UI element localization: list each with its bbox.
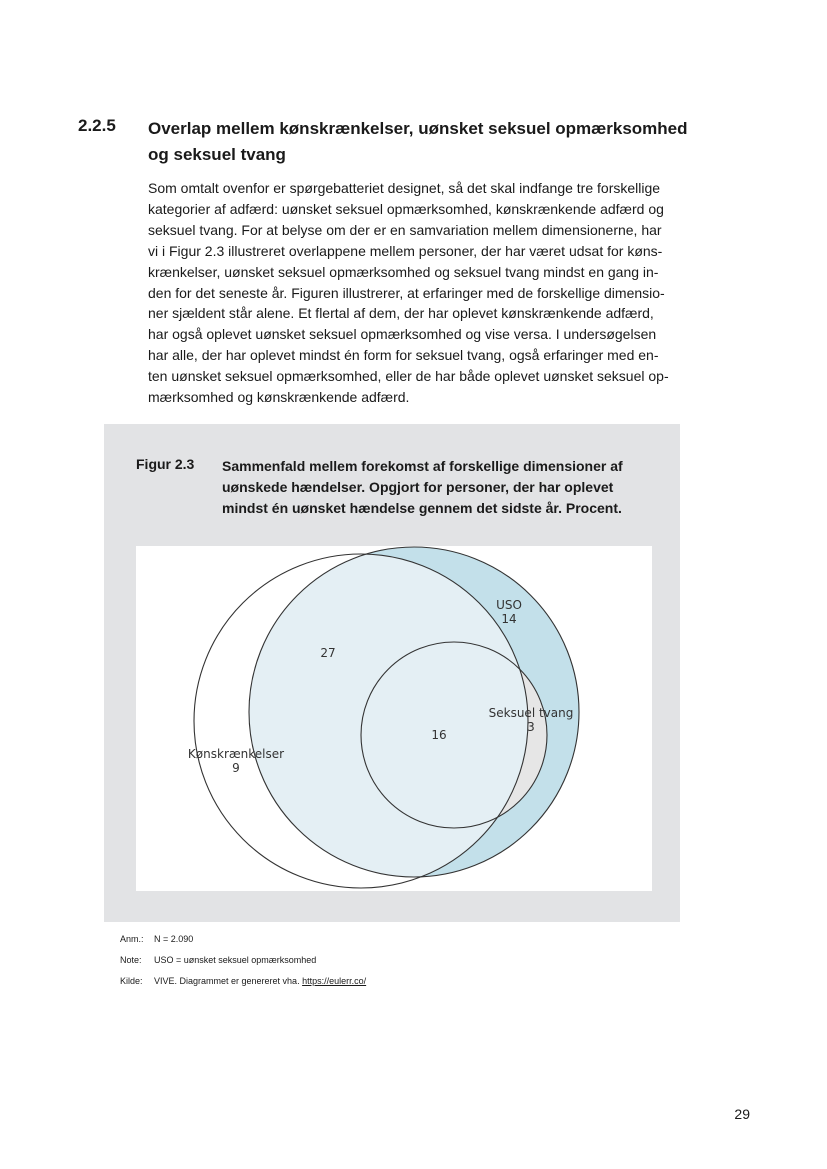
page-number: 29 [734,1106,750,1122]
body-line: Som omtalt ovenfor er spørgebatteriet designet, så det skal indfange tre forskellige [148,180,661,196]
body-line: mærksomhed og kønskrænkende adfærd. [148,389,410,406]
note-value [154,975,366,987]
figure-label: Figur 2.3 [136,456,195,472]
note-row [120,954,680,975]
body-line: vi i Figur 2.3 illustreret overlappene mellem personer, der har været udsat for køns- [148,242,663,259]
venn-chart-area [136,546,652,891]
figure-box [104,424,680,922]
note-row [120,933,680,954]
note-key: Anm.: [120,934,144,944]
figure-title-line: mindst én uønsket hændelse gennem det sidste år. Procent. [222,500,622,516]
uso-value: 14 [501,612,517,626]
uso-label: USO [496,598,522,612]
uso-kon-value: 27 [320,646,336,660]
section-title-line: og seksuel tvang [148,145,286,164]
body-line: ten uønsket seksuel opmærksomhed, eller de har både oplevet uønsket seksuel op- [148,368,669,385]
figure-title-line: uønskede hændelser. Opgjort for personer, der har oplevet [222,479,614,495]
body-line: kategorier af adfærd: uønsket seksuel opmærksomhed, kønskrænkende adfærd og [148,200,664,217]
section-title-line: Overlap mellem kønskrænkelser, uønsket seksuel opmærksomhed [148,119,688,138]
body-line: har alle, der har oplevet mindst én form for seksuel tvang, også erfaringer med en- [148,347,659,364]
body-paragraph [148,178,708,408]
body-line: har også oplevet uønsket seksuel opmærksomhed og vise versa. I undersøgelsen [148,326,657,343]
figure-title [222,456,662,519]
venn-diagram [136,546,652,891]
konskraenkelser-value: 9 [232,761,240,775]
note-row [120,975,680,996]
seksuel-tvang-label: Seksuel tvang [488,706,574,720]
body-line: seksuel tvang. For at belyse om der er en samvariation mellem dimensionerne, har [148,221,662,238]
triple-overlap-value: 16 [431,728,447,742]
body-line: den for det seneste år. Figuren illustrerer, at erfaringer med de forskellige dimensio- [148,284,665,301]
note-key: Note: [120,955,142,965]
section-number: 2.2.5 [78,116,116,135]
seksuel-tvang-value: 3 [527,720,535,734]
source-text: VIVE. Diagrammet er genereret vha. [154,976,300,986]
figure-title-line: Sammenfald mellem forekomst af forskellige dimensioner af [222,458,623,474]
note-value: N = 2.090 [154,934,194,944]
body-line: krænkelser, uønsket seksuel opmærksomhed og seksuel tvang mindst en gang in- [148,263,659,280]
note-key: Kilde: [120,976,143,986]
figure-notes [120,933,680,996]
body-line: ner sjældent står alene. Et flertal af dem, der har oplevet kønskrænkende adfærd, [148,305,654,322]
note-value: USO = uønsket seksuel opmærksomhed [154,955,317,965]
konskraenkelser-label: Kønskrænkelser [187,747,285,761]
section-title [148,116,728,168]
source-link[interactable]: https://eulerr.co/ [302,976,367,986]
